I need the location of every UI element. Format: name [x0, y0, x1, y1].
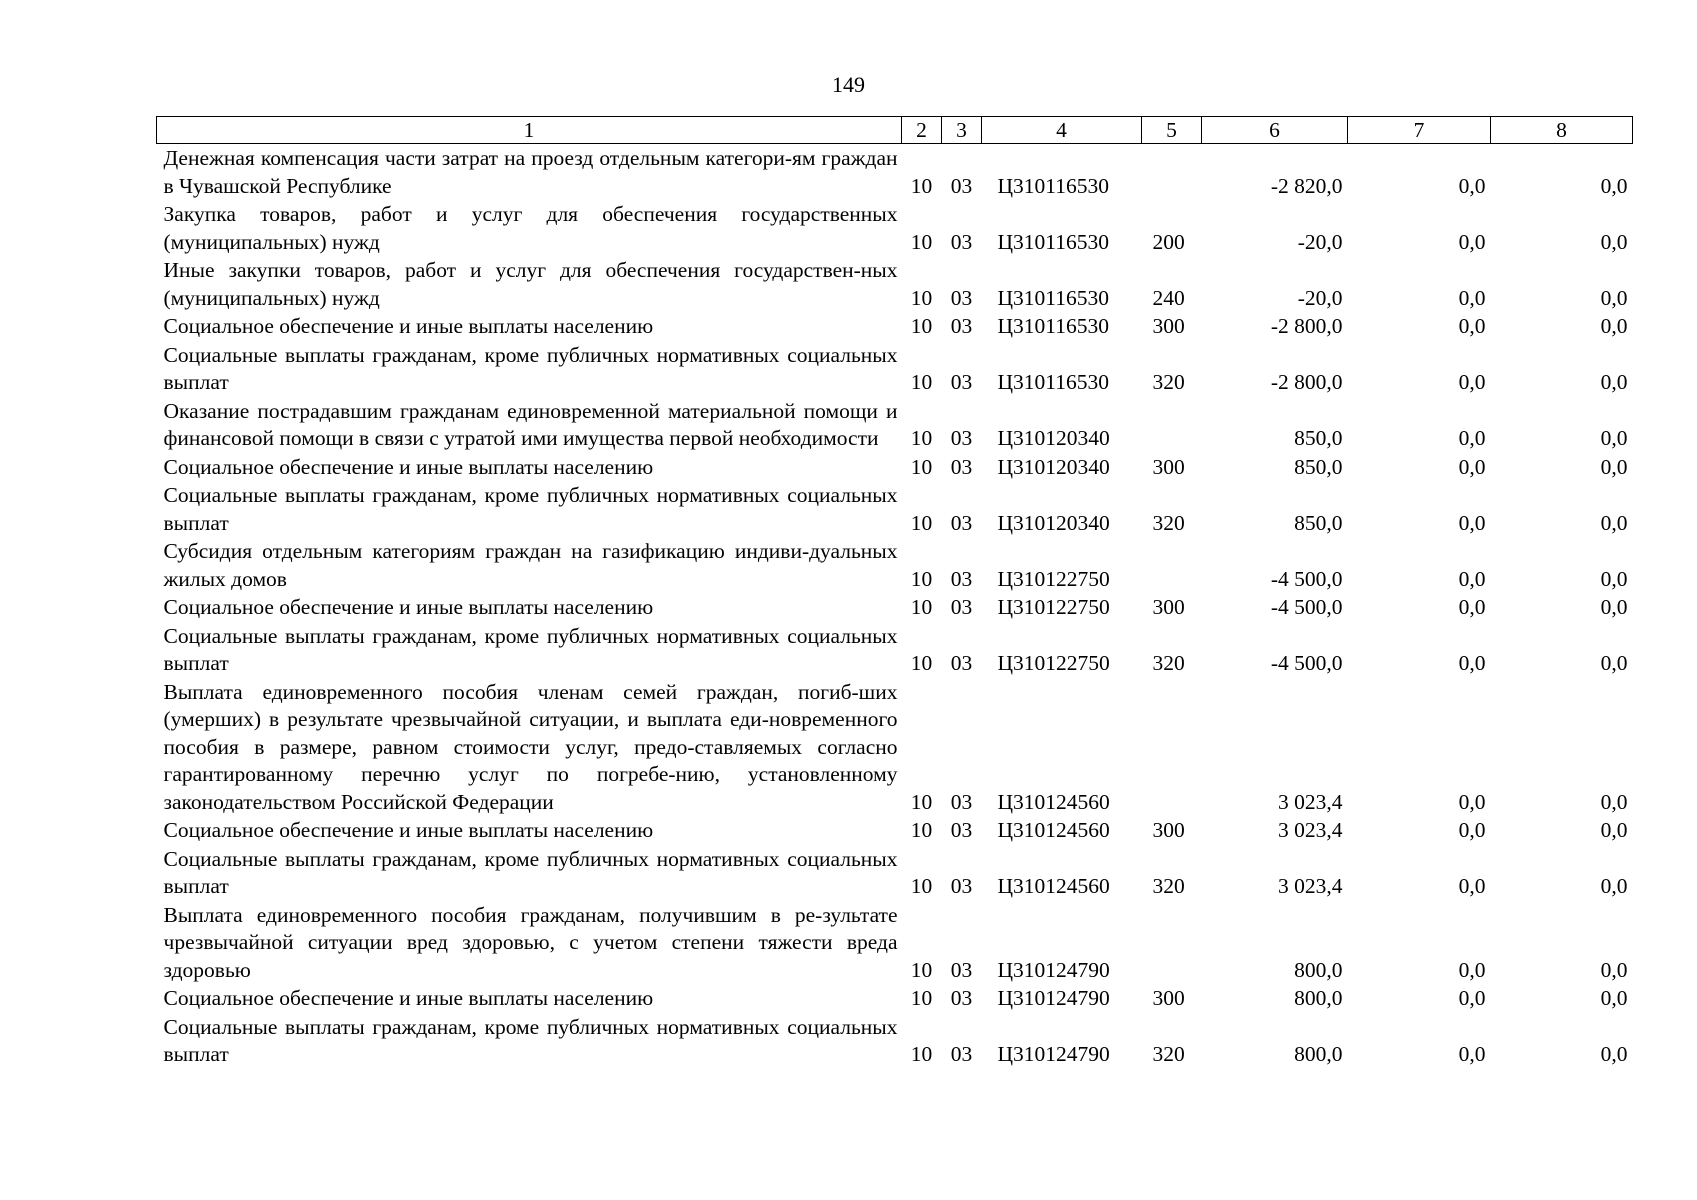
row-value-8: 0,0 [1600, 957, 1628, 982]
row-section: 10 [910, 986, 933, 1010]
table-header [157, 117, 1633, 144]
row-subsection: 03 [950, 986, 973, 1010]
column-header-6: 6 [1202, 117, 1348, 144]
row-section: 10 [910, 651, 933, 675]
row-value-6: 850,0 [1294, 454, 1343, 479]
table-row [157, 397, 1633, 453]
table-row [157, 678, 1633, 817]
row-expense-type: 300 [1152, 818, 1185, 842]
table-row [157, 256, 1633, 312]
row-section: 10 [910, 957, 933, 982]
table-row [157, 816, 1633, 845]
row-value-8: 0,0 [1600, 370, 1628, 394]
row-value-8: 0,0 [1600, 818, 1628, 842]
row-value-8: 0,0 [1600, 651, 1628, 675]
row-target-article: Ц310124790 [997, 986, 1110, 1010]
row-value-8: 0,0 [1600, 229, 1628, 254]
row-value-6: -2 800,0 [1270, 314, 1343, 338]
row-name: Социальные выплаты гражданам, кроме публичных нормативных социальных выплат [163, 342, 898, 394]
row-expense-type [1142, 397, 1202, 453]
row-target-article: Ц310124560 [997, 874, 1110, 898]
row-subsection: 03 [950, 651, 973, 675]
row-target-article: Ц310124790 [997, 1042, 1110, 1066]
row-value-8: 0,0 [1600, 986, 1628, 1010]
table-row [157, 622, 1633, 678]
row-expense-type [1142, 901, 1202, 985]
row-name: Иные закупки товаров, работ и услуг для обеспечения государствен-ных (муниципальных) нужд [163, 258, 898, 310]
row-value-6: 800,0 [1294, 957, 1343, 982]
row-expense-type [1142, 678, 1202, 817]
row-section: 10 [910, 595, 933, 619]
row-value-8: 0,0 [1600, 595, 1628, 619]
row-section: 10 [910, 370, 933, 394]
column-header-3: 3 [942, 117, 982, 144]
page-number: 149 [832, 72, 865, 97]
row-subsection: 03 [950, 370, 973, 394]
row-value-6: 3 023,4 [1278, 874, 1343, 898]
row-expense-type: 320 [1152, 651, 1185, 675]
row-name: Оказание пострадавшим гражданам единовременной материальной помощи и финансовой помощи в связи с утратой ими имущества первой необходимости [163, 398, 898, 450]
table-row [157, 453, 1633, 482]
row-value-8: 0,0 [1600, 789, 1628, 814]
row-subsection: 03 [950, 957, 973, 982]
row-target-article: Ц310120340 [997, 510, 1110, 535]
row-section: 10 [910, 314, 933, 338]
row-section: 10 [910, 874, 933, 898]
row-value-7: 0,0 [1458, 454, 1486, 479]
row-subsection: 03 [950, 874, 973, 898]
row-value-6: -2 820,0 [1270, 173, 1343, 198]
row-value-7: 0,0 [1458, 957, 1486, 982]
row-value-7: 0,0 [1458, 595, 1486, 619]
row-subsection: 03 [950, 566, 973, 591]
row-subsection: 03 [950, 818, 973, 842]
row-value-7: 0,0 [1458, 510, 1486, 535]
row-expense-type: 240 [1152, 285, 1185, 310]
row-section: 10 [910, 818, 933, 842]
column-header-1: 1 [157, 117, 902, 144]
row-name: Социальные выплаты гражданам, кроме публичных нормативных социальных выплат [163, 483, 898, 535]
row-target-article: Ц310122750 [997, 566, 1110, 591]
row-value-8: 0,0 [1600, 566, 1628, 591]
row-value-7: 0,0 [1458, 789, 1486, 814]
row-subsection: 03 [950, 595, 973, 619]
row-target-article: Ц310122750 [997, 651, 1110, 675]
row-name: Социальное обеспечение и иные выплаты населению [163, 314, 654, 338]
column-header-5: 5 [1142, 117, 1202, 144]
row-expense-type: 320 [1152, 1042, 1185, 1066]
row-value-8: 0,0 [1600, 426, 1628, 450]
row-value-7: 0,0 [1458, 566, 1486, 591]
row-expense-type: 320 [1152, 510, 1185, 535]
row-section: 10 [910, 454, 933, 479]
header-row [157, 117, 1633, 144]
row-section: 10 [910, 426, 933, 450]
row-target-article: Ц310116530 [997, 285, 1109, 310]
row-expense-type: 200 [1152, 229, 1185, 254]
row-expense-type: 300 [1152, 986, 1185, 1010]
row-target-article: Ц310122750 [997, 595, 1110, 619]
row-value-7: 0,0 [1458, 370, 1486, 394]
row-expense-type: 320 [1152, 874, 1185, 898]
column-header-2: 2 [902, 117, 942, 144]
budget-table [156, 116, 1633, 1069]
row-name: Субсидия отдельным категориям граждан на газификацию индиви-дуальных жилых домов [163, 539, 898, 591]
row-name: Социальное обеспечение и иные выплаты населению [163, 986, 654, 1010]
row-target-article: Ц310116530 [997, 370, 1109, 394]
row-value-7: 0,0 [1458, 426, 1486, 450]
row-subsection: 03 [950, 789, 973, 814]
table-body [157, 144, 1633, 1069]
row-section: 10 [910, 1042, 933, 1066]
row-name: Выплата единовременного пособия членам семей граждан, погиб-ших (умерших) в результате чрезвычайной ситуации, и выплата еди-новременного пособия в размере, равном стоимости услуг, предо-ставляемых согласно гарантированному перечню услуг по погребе-нию, установленному законодательством Российской Федерации [163, 679, 898, 814]
row-section: 10 [910, 285, 933, 310]
row-name: Социальные выплаты гражданам, кроме публичных нормативных социальных выплат [163, 623, 898, 675]
table-row [157, 341, 1633, 397]
table-row [157, 845, 1633, 901]
row-section: 10 [910, 173, 933, 198]
row-value-8: 0,0 [1600, 173, 1628, 198]
row-value-7: 0,0 [1458, 818, 1486, 842]
row-target-article: Ц310120340 [997, 454, 1110, 479]
row-section: 10 [910, 510, 933, 535]
row-name: Денежная компенсация части затрат на проезд отдельным категори-ям граждан в Чувашской Республике [163, 146, 898, 198]
row-value-8: 0,0 [1600, 510, 1628, 535]
row-value-7: 0,0 [1458, 229, 1486, 254]
table-row [157, 901, 1633, 985]
table-row [157, 200, 1633, 256]
row-value-8: 0,0 [1600, 314, 1628, 338]
row-value-6: 3 023,4 [1278, 789, 1343, 814]
row-expense-type [1142, 144, 1202, 201]
row-subsection: 03 [950, 426, 973, 450]
row-value-6: -2 800,0 [1270, 370, 1343, 394]
row-target-article: Ц310120340 [997, 426, 1110, 450]
row-name: Социальные выплаты гражданам, кроме публичных нормативных социальных выплат [163, 846, 898, 898]
row-value-8: 0,0 [1600, 285, 1628, 310]
row-value-6: -4 500,0 [1270, 566, 1343, 591]
table-row [157, 481, 1633, 537]
column-header-7: 7 [1348, 117, 1491, 144]
row-name: Выплата единовременного пособия гражданам, получившим в ре-зультате чрезвычайной ситуации вред здоровью, с учетом степени тяжести вреда здоровью [163, 902, 898, 982]
row-subsection: 03 [950, 229, 973, 254]
table-row [157, 537, 1633, 593]
row-value-6: 800,0 [1294, 1042, 1343, 1066]
row-target-article: Ц310124790 [997, 957, 1110, 982]
row-value-7: 0,0 [1458, 651, 1486, 675]
row-expense-type: 320 [1152, 370, 1185, 394]
table-row [157, 593, 1633, 622]
table-row [157, 312, 1633, 341]
row-value-6: 850,0 [1294, 510, 1343, 535]
row-value-7: 0,0 [1458, 874, 1486, 898]
row-expense-type: 300 [1152, 314, 1185, 338]
row-subsection: 03 [950, 173, 973, 198]
column-header-4: 4 [982, 117, 1142, 144]
row-expense-type: 300 [1152, 595, 1185, 619]
row-expense-type: 300 [1152, 454, 1185, 479]
row-value-7: 0,0 [1458, 314, 1486, 338]
table-row [157, 144, 1633, 201]
row-value-7: 0,0 [1458, 1042, 1486, 1066]
table-row [157, 1013, 1633, 1069]
row-value-7: 0,0 [1458, 173, 1486, 198]
row-section: 10 [910, 229, 933, 254]
row-target-article: Ц310124560 [997, 818, 1110, 842]
row-target-article: Ц310116530 [997, 173, 1109, 198]
row-name: Социальное обеспечение и иные выплаты населению [163, 454, 654, 479]
row-value-6: 3 023,4 [1278, 818, 1343, 842]
row-value-8: 0,0 [1600, 874, 1628, 898]
row-subsection: 03 [950, 1042, 973, 1066]
row-name: Социальное обеспечение и иные выплаты населению [163, 595, 654, 619]
row-subsection: 03 [950, 454, 973, 479]
row-name: Социальные выплаты гражданам, кроме публичных нормативных социальных выплат [163, 1014, 898, 1066]
table-row [157, 984, 1633, 1013]
column-header-8: 8 [1491, 117, 1633, 144]
row-section: 10 [910, 789, 933, 814]
row-section: 10 [910, 566, 933, 591]
row-value-6: -20,0 [1297, 285, 1343, 310]
row-value-6: -4 500,0 [1270, 651, 1343, 675]
row-subsection: 03 [950, 510, 973, 535]
row-value-6: 800,0 [1294, 986, 1343, 1010]
row-subsection: 03 [950, 285, 973, 310]
row-target-article: Ц310116530 [997, 314, 1109, 338]
row-value-8: 0,0 [1600, 1042, 1628, 1066]
row-expense-type [1142, 537, 1202, 593]
row-target-article: Ц310124560 [997, 789, 1110, 814]
row-name: Закупка товаров, работ и услуг для обеспечения государственных (муниципальных) нужд [163, 202, 898, 254]
row-subsection: 03 [950, 314, 973, 338]
row-value-6: -4 500,0 [1270, 595, 1343, 619]
row-value-6: -20,0 [1297, 229, 1343, 254]
row-value-7: 0,0 [1458, 285, 1486, 310]
row-name: Социальное обеспечение и иные выплаты населению [163, 818, 654, 842]
row-value-7: 0,0 [1458, 986, 1486, 1010]
row-value-6: 850,0 [1294, 426, 1343, 450]
row-target-article: Ц310116530 [997, 229, 1109, 254]
row-value-8: 0,0 [1600, 454, 1628, 479]
